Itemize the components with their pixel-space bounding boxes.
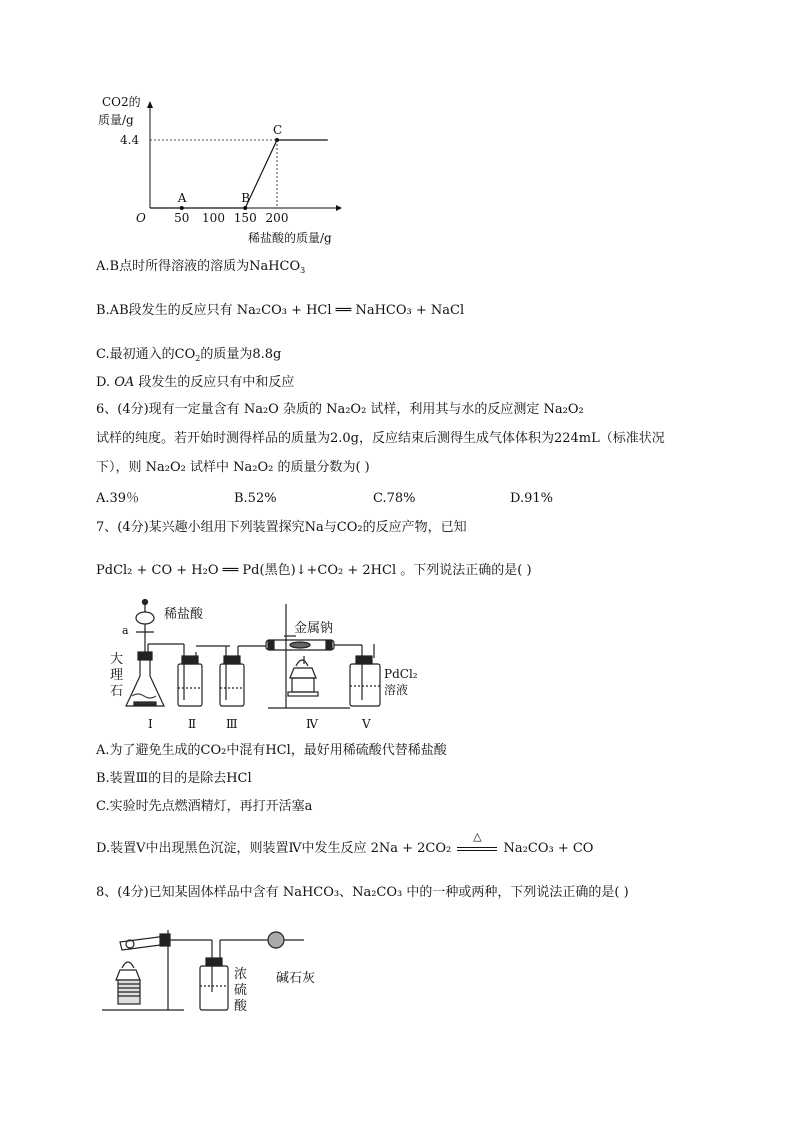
data-point-c [275,138,279,142]
roman-i: Ⅰ [148,717,153,731]
label-acid-1: 浓 [234,967,248,982]
q6-stem-line3: 下），则 Na₂O₂ 试样中 Na₂O₂ 的质量分数为( ) [96,460,370,475]
x-tick-label: 150 [233,211,257,225]
q5-option-d-suffix: 段发生的反应只有中和反应 [134,375,295,390]
y-axis-arrow-icon [147,101,153,108]
heating-arrow [455,830,499,858]
drying-tube-icon [262,932,304,948]
chart-svg [96,88,376,248]
label-pdcl2: PdCl₂ [384,667,418,681]
heating-triangle-icon: △ [473,830,482,843]
y-axis-label-line2: 质量/g [98,113,134,127]
q5-option-c [96,346,281,364]
q7-apparatus-svg [118,596,428,736]
q5-option-c-sub: 2 [195,354,201,363]
q5-option-a-text: A.B点时所得溶液的溶质为 [96,259,250,274]
q8-apparatus-diagram [100,920,340,1020]
label-acid-3: 酸 [234,999,248,1014]
flask-i-icon [126,644,180,706]
data-point-a [180,206,184,210]
q7-option-b: B.装置Ⅲ的目的是除去HCl [96,771,252,786]
roman-iv: Ⅳ [306,717,318,731]
label-solution: 溶液 [384,683,409,697]
equals-bar [457,847,497,851]
q6-stem-line2: 试样的纯度。若开始时测得样品的质量为2.0g，反应结束后测得生成气体体积为224mL（标准状况 [96,431,665,446]
roman-iii: Ⅲ [226,717,238,731]
co2-mass-chart [96,88,376,248]
series-line [150,140,328,208]
data-point-b [243,206,247,210]
bottle-ii-icon [178,644,230,706]
alcohol-lamp-icon [288,656,318,696]
x-tick-label: 100 [202,211,225,225]
q5-option-c-text: C.最初通入的 [96,347,175,362]
label-valve-a: a [122,624,129,637]
q7-option-c: C.实验时先点燃酒精灯，再打开活塞a [96,799,313,814]
label-soda-lime: 碱石灰 [276,971,316,986]
x-axis-label: 稀盐酸的质量/g [248,231,332,245]
point-label-c: C [273,123,283,137]
q5-option-a-formula: NaHCO [249,259,301,274]
q8-stem: 8、(4分)已知某固体样品中含有 NaHCO₃、Na₂CO₃ 中的一种或两种，下列说法正确的是( ) [96,885,629,900]
q7-option-d-text: D.装置Ⅴ中出现黑色沉淀，则装置Ⅳ中发生反应 2Na + 2CO₂ [96,841,452,856]
label-acid: 稀盐酸 [164,607,204,622]
label-acid-2: 硫 [234,983,248,998]
origin-label: O [136,211,146,225]
q5-option-b-equation: Na₂CO₃ + HCl ══ NaHCO₃ + NaCl [236,303,465,318]
q5-option-c-formula: CO [174,347,196,362]
q5-option-b-text: B.AB段发生的反应只有 [96,303,233,318]
q5-option-c-suffix: 的质量为8.8g [200,347,282,362]
sulfuric-acid-bottle-icon [200,940,262,1010]
label-sodium: 金属钠 [294,621,334,636]
q6-option-d: D.91% [510,491,553,506]
bottle-v-icon [334,644,380,706]
point-label-b: B [241,191,251,205]
q8-apparatus-svg [100,920,340,1020]
q7-stem-line2: PdCl₂ + CO + H₂O ══ Pd(黑色)↓+CO₂ + 2HCl 。下列说法正确的是( ) [96,563,532,578]
q7-option-d [96,830,594,858]
roman-v: Ⅴ [362,717,371,731]
q6-option-b: B.52% [234,491,277,506]
q7-option-d-suffix: Na₂CO₃ + CO [503,841,594,856]
x-tick-label: 50 [174,211,190,225]
y-axis-label-line1: CO2的 [102,95,141,109]
q6-option-a: A.39％ [96,491,140,506]
y-tick-label: 4.4 [120,133,140,147]
q6-stem-line1: 6、(4分)现有一定量含有 Na₂O 杂质的 Na₂O₂ 试样，利用其与水的反应测定 Na₂O₂ [96,402,584,417]
x-axis-arrow-icon [336,205,342,211]
point-label-a: A [177,191,187,205]
x-tick-label: 200 [265,211,289,225]
bottle-iii-icon [220,646,266,706]
roman-ii: Ⅱ [188,717,197,731]
q6-option-c: C.78% [373,491,416,506]
q7-apparatus-diagram [110,596,428,736]
q5-option-d-italic: OA [114,375,135,390]
q5-option-d [96,374,294,392]
q5-option-b [96,302,464,320]
label-marble: 大理石 [110,652,124,699]
q7-stem-line1: 7、(4分)某兴趣小组用下列装置探究Na与CO₂的反应产物，已知 [96,520,467,535]
q7-option-a: A.为了避免生成的CO₂中混有HCl，最好用稀硫酸代替稀盐酸 [96,743,447,758]
q5-option-a [96,258,305,276]
q5-option-a-sub: 3 [300,266,306,275]
alcohol-lamp-icon [116,962,140,1004]
q5-option-d-text: D. [96,375,115,390]
